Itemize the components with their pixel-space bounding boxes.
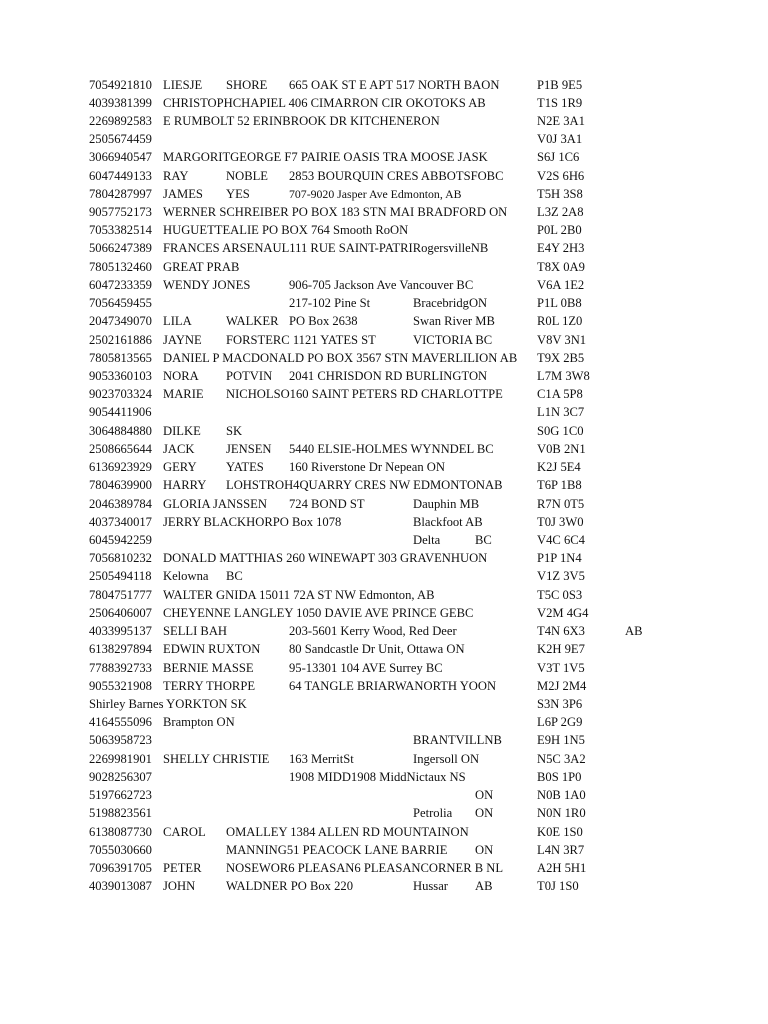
postal-code: A2H 5H1 (537, 860, 587, 875)
street-address: 64 TANGLE BRIARWANORTH YOON (289, 678, 497, 693)
phone-number: 6047233359 (89, 277, 152, 292)
phone-number: 6136923929 (89, 460, 152, 475)
address-row (0, 148, 768, 166)
phone-number: 2046389784 (89, 496, 152, 511)
postal-code: V2M 4G4 (537, 605, 589, 620)
first-name: Kelowna (163, 569, 209, 584)
province: ON (475, 788, 494, 803)
address-row (0, 422, 768, 440)
postal-code: T5H 3S8 (537, 186, 583, 201)
street-address: 203-5601 Kerry Wood, Red Deer (289, 624, 457, 639)
phone-number: Shirley Barnes YORKTON SK (89, 696, 247, 711)
postal-code: K2H 9E7 (537, 642, 585, 657)
phone-number: 4039381399 (89, 95, 152, 110)
address-row (0, 786, 768, 804)
city: VICTORIA BC (413, 332, 493, 347)
phone-number: 5197662723 (89, 788, 152, 803)
postal-code: E9H 1N5 (537, 733, 585, 748)
address-row (0, 804, 768, 822)
postal-code: S0G 1C0 (537, 423, 584, 438)
postal-code: T0J 3W0 (537, 514, 584, 529)
postal-code: R7N 0T5 (537, 496, 585, 511)
address-row (0, 239, 768, 257)
postal-code: N0B 1A0 (537, 788, 586, 803)
city: Hussar (413, 879, 448, 894)
phone-number: 7055030660 (89, 842, 152, 857)
last-name: OMALLEY 1384 ALLEN RD MOUNTAINON (226, 824, 469, 839)
postal-code: V0B 2N1 (537, 441, 586, 456)
address-row (0, 768, 768, 786)
first-name: HUGUETTEALIE PO BOX 764 Smooth RoON (163, 223, 409, 238)
phone-number: 2047349070 (89, 314, 152, 329)
address-row (0, 549, 768, 567)
first-name: WENDY JONES (163, 277, 251, 292)
phone-number: 2505674459 (89, 132, 152, 147)
last-name: SHORE (226, 77, 268, 92)
first-name: TERRY THORPE (163, 678, 256, 693)
first-name: SHELLY CHRISTIE (163, 751, 270, 766)
city: Dauphin MB (413, 496, 480, 511)
street-address: 1908 MIDD1908 MiddNictaux NS (289, 769, 466, 784)
phone-number: 4033995137 (89, 624, 152, 639)
last-name: SK (226, 423, 243, 438)
postal-code: S3N 3P6 (537, 696, 583, 711)
postal-code: V2S 6H6 (537, 168, 585, 183)
phone-number: 4164555096 (89, 715, 152, 730)
street-address: 95-13301 104 AVE Surrey BC (289, 660, 443, 675)
street-address: 163 MerritSt (289, 751, 354, 766)
street-address: 5440 ELSIE-HOLMES WYNNDEL BC (289, 441, 494, 456)
street-address: 80 Sandcastle Dr Unit, Ottawa ON (289, 642, 465, 657)
last-name: YES (226, 186, 250, 201)
address-row (0, 203, 768, 221)
phone-number: 9023703324 (89, 387, 152, 402)
phone-number: 9053360103 (89, 369, 152, 384)
first-name: DONALD MATTHIAS 260 WINEWAPT 303 GRAVENHUON (163, 551, 488, 566)
postal-code: L1N 3C7 (537, 405, 585, 420)
first-name: MARIE (163, 387, 204, 402)
phone-number: 7054921810 (89, 77, 152, 92)
city: Ingersoll ON (413, 751, 480, 766)
street-address: 2041 CHRISDON RD BURLINGTON (289, 369, 488, 384)
last-name: NOBLE (226, 168, 268, 183)
address-row (0, 385, 768, 403)
postal-code: T5C 0S3 (537, 587, 583, 602)
first-name: HARRY (163, 478, 207, 493)
address-row (0, 713, 768, 731)
street-address: 217-102 Pine St (289, 296, 371, 311)
first-name: LILA (163, 314, 192, 329)
address-row (0, 294, 768, 312)
postal-code: V3T 1V5 (537, 660, 585, 675)
postal-code: R0L 1Z0 (537, 314, 583, 329)
address-row (0, 94, 768, 112)
city: Blackfoot AB (413, 514, 483, 529)
address-row (0, 221, 768, 239)
street-address: PO Box 2638 (289, 314, 358, 329)
address-row (0, 331, 768, 349)
city: Delta (413, 533, 441, 547)
postal-code: T1S 1R9 (537, 95, 583, 110)
postal-code: T4N 6X3 (537, 624, 585, 639)
city: BracebridgON (413, 296, 488, 311)
address-row (0, 476, 768, 494)
address-row (0, 677, 768, 695)
postal-code: T8X 0A9 (537, 259, 585, 274)
postal-code: L3Z 2A8 (537, 205, 584, 220)
address-row (0, 312, 768, 330)
address-row (0, 76, 768, 94)
street-address: 906-705 Jackson Ave Vancouver BC (289, 277, 474, 292)
postal-code: P1P 1N4 (537, 551, 582, 566)
address-row (0, 458, 768, 476)
address-row (0, 841, 768, 859)
address-row (0, 695, 768, 713)
postal-code: T0J 1S0 (537, 879, 579, 894)
postal-code: N5C 3A2 (537, 751, 586, 766)
postal-code: T9X 2B5 (537, 350, 585, 365)
address-row (0, 440, 768, 458)
phone-number: 7804751777 (89, 587, 152, 602)
first-name: GREAT PRAB (163, 259, 240, 274)
first-name: JERRY BLACKHORPO Box 1078 (163, 514, 342, 529)
phone-number: 7805132460 (89, 259, 152, 274)
first-name: WERNER SCHREIBER PO BOX 183 STN MAI BRADFORD ON (163, 205, 508, 220)
address-row (0, 185, 768, 203)
address-row (0, 659, 768, 677)
phone-number: 5066247389 (89, 241, 152, 256)
phone-number: 3064884880 (89, 423, 152, 438)
phone-number: 7096391705 (89, 860, 152, 875)
first-name: DILKE (163, 423, 201, 438)
first-name: JOHN (163, 879, 196, 894)
postal-code: V8V 3N1 (537, 332, 587, 347)
address-row (0, 823, 768, 841)
postal-code: V1Z 3V5 (537, 569, 585, 584)
street-address: 2853 BOURQUIN CRES ABBOTSFOBC (289, 168, 504, 183)
province: AB (475, 879, 493, 894)
phone-number: 4039013087 (89, 879, 152, 894)
phone-number: 7805813565 (89, 350, 152, 365)
postal-code: S6J 1C6 (537, 150, 580, 165)
postal-code: P1B 9E5 (537, 77, 583, 92)
last-name: WALKER (226, 314, 279, 329)
first-name: CAROL (163, 824, 206, 839)
phone-number: 4037340017 (89, 514, 152, 529)
last-name: FORSTERC 1121 YATES ST (226, 332, 376, 347)
last-name: NOSEWOR6 PLEASAN6 PLEASANCORNER B NL (226, 860, 504, 875)
address-row (0, 586, 768, 604)
phone-number: 7804287997 (89, 186, 152, 201)
first-name: JACK (163, 441, 195, 456)
postal-code: L6P 2G9 (537, 715, 583, 730)
phone-number: 6138297894 (89, 642, 152, 657)
extra-field: AB (625, 624, 643, 639)
phone-number: 7056459455 (89, 296, 152, 311)
address-row (0, 258, 768, 276)
postal-code: L4N 3R7 (537, 842, 585, 857)
first-name: JAMES (163, 186, 203, 201)
postal-code: E4Y 2H3 (537, 241, 585, 256)
address-row (0, 604, 768, 622)
street-address: 707-9020 Jasper Ave Edmonton, AB (289, 186, 462, 201)
postal-code: V6A 1E2 (537, 277, 585, 292)
last-name: WALDNER PO Box 220 (226, 879, 353, 894)
postal-code: N2E 3A1 (537, 113, 585, 128)
address-row (0, 112, 768, 130)
phone-number: 7804639900 (89, 478, 152, 493)
first-name: RAY (163, 168, 189, 183)
street-address: 160 Riverstone Dr Nepean ON (289, 460, 445, 475)
address-row (0, 367, 768, 385)
first-name: BERNIE MASSE (163, 660, 254, 675)
province: ON (475, 806, 494, 821)
phone-number: 2269981901 (89, 751, 152, 766)
first-name: DANIEL P MACDONALD PO BOX 3567 STN MAVERLILION AB (163, 350, 518, 365)
phone-number: 2269892583 (89, 113, 152, 128)
last-name: POTVIN (226, 369, 273, 384)
phone-number: 9057752173 (89, 205, 152, 220)
postal-code: B0S 1P0 (537, 769, 582, 784)
address-row (0, 622, 768, 640)
first-name: SELLI BAH (163, 624, 228, 639)
first-name: E RUMBOLT 52 ERINBROOK DR KITCHENERON (163, 113, 440, 128)
last-name: JENSEN (226, 441, 272, 456)
postal-code: P0L 2B0 (537, 223, 582, 238)
address-row (0, 403, 768, 421)
first-name: GERY (163, 460, 197, 475)
street-address: 665 OAK ST E APT 517 NORTH BAON (289, 77, 500, 92)
address-row (0, 531, 768, 549)
postal-code: V0J 3A1 (537, 132, 583, 147)
first-name: WALTER GNIDA 15011 72A ST NW Edmonton, AB (163, 587, 435, 602)
last-name: LOHSTROH4QUARRY CRES NW EDMONTONAB (226, 478, 503, 493)
address-row (0, 877, 768, 895)
province: BC (475, 533, 492, 547)
phone-number: 7056810232 (89, 551, 152, 566)
city: Petrolia (413, 806, 453, 821)
phone-number: 9054411906 (89, 405, 152, 420)
first-name: JAYNE (163, 332, 202, 347)
phone-number: 2506406007 (89, 605, 152, 620)
address-row (0, 567, 768, 585)
address-row (0, 513, 768, 531)
street-address: 724 BOND ST (289, 496, 365, 511)
phone-number: 6138087730 (89, 824, 152, 839)
postal-code: L7M 3W8 (537, 369, 590, 384)
phone-number: 6045942259 (89, 533, 152, 547)
city: Swan River MB (413, 314, 495, 329)
first-name: MARGORITGEORGE F7 PAIRIE OASIS TRA MOOSE JASK (163, 150, 488, 165)
postal-code: T6P 1B8 (537, 478, 582, 493)
phone-number: 9055321908 (89, 678, 152, 693)
address-row (0, 167, 768, 185)
first-name: CHEYENNE LANGLEY 1050 DAVIE AVE PRINCE GEBC (163, 605, 474, 620)
province: ON (475, 842, 494, 857)
phone-number: 3066940547 (89, 150, 152, 165)
postal-code: K2J 5E4 (537, 460, 581, 475)
postal-code: P1L 0B8 (537, 296, 582, 311)
address-row (0, 750, 768, 768)
phone-number: 2505494118 (89, 569, 152, 584)
phone-number: 2502161886 (89, 332, 152, 347)
first-name: EDWIN RUXTON (163, 642, 261, 657)
phone-number: 7053382514 (89, 223, 152, 238)
city: BRANTVILLNB (413, 733, 502, 748)
postal-code: K0E 1S0 (537, 824, 583, 839)
first-name: PETER (163, 860, 202, 875)
address-row (0, 731, 768, 749)
phone-number: 2508665644 (89, 441, 152, 456)
postal-code: V4C 6C4 (537, 533, 585, 547)
first-name: LIESJE (163, 77, 203, 92)
first-name: CHRISTOPHCHAPIEL 406 CIMARRON CIR OKOTOKS AB (163, 95, 486, 110)
address-row (0, 640, 768, 658)
address-row (0, 349, 768, 367)
phone-number: 5198823561 (89, 806, 152, 821)
postal-code: N0N 1R0 (537, 806, 586, 821)
phone-number: 6047449133 (89, 168, 152, 183)
last-name: BC (226, 569, 243, 584)
last-name: NICHOLSO160 SAINT PETERS RD CHARLOTTPE (226, 387, 503, 402)
address-row (0, 495, 768, 513)
postal-code: C1A 5P8 (537, 387, 583, 402)
phone-number: 5063958723 (89, 733, 152, 748)
last-name: YATES (226, 460, 264, 475)
address-row (0, 130, 768, 148)
address-row (0, 276, 768, 294)
first-name: GLORIA JANSSEN (163, 496, 267, 511)
first-name: Brampton ON (163, 715, 235, 730)
first-name: FRANCES ARSENAUL111 RUE SAINT-PATRIRogersvilleNB (163, 241, 489, 256)
last-name: MANNING51 PEACOCK LANE BARRIE (226, 842, 448, 857)
first-name: NORA (163, 369, 199, 384)
postal-code: M2J 2M4 (537, 678, 587, 693)
phone-number: 9028256307 (89, 769, 152, 784)
phone-number: 7788392733 (89, 660, 152, 675)
address-row (0, 859, 768, 877)
